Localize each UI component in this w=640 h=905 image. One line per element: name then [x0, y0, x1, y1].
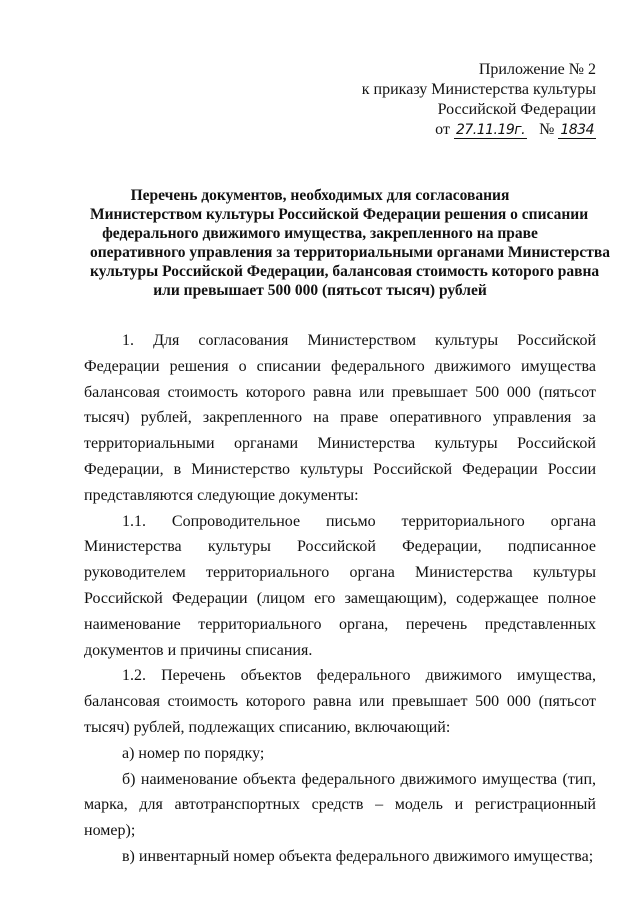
- title-line: федерального движимого имущества, закрепленного на праве: [102, 225, 538, 242]
- paragraph-1-1: 1.1. Сопроводительное письмо территориального органа Министерства культуры Российской Федерации, подписанное руководителем территориального органа Министерства культуры Российской Федерации (лицом его замещающим), содержащее полное наименование территориального органа, перечень представленных документов и причины списания.: [84, 512, 596, 659]
- date-prefix: от: [435, 121, 450, 138]
- paragraph-1: 1. Для согласования Министерством культуры Российской Федерации решения о списании федерального движимого имущества балансовая стоимость которого равна или превышает 500 000 (пятьсот тысяч) рублей, закрепленного на праве оперативного управления за территориальными органами Министерства культуры Российской Федерации, в Министерство культуры Российской Федерации России представляются следующие документы:: [84, 332, 596, 504]
- handwritten-number: 1834: [560, 122, 594, 138]
- document-body: [84, 328, 596, 870]
- title-line: Министерством культуры Российской Федерации решения о списании: [90, 206, 589, 223]
- handwritten-date: 27.11.19г.: [455, 122, 526, 138]
- title-line: Перечень документов, необходимых для согласования: [130, 187, 510, 204]
- list-item-b: б) наименование объекта федерального движимого имущества (тип, марка, для автотранспортных средств – модель и регистрационный номер);: [84, 770, 596, 840]
- list-item-a: а) номер по порядку;: [122, 744, 265, 762]
- title-line: культуры Российской Федерации, балансовая стоимость которого равна: [90, 263, 600, 280]
- appendix-number: Приложение № 2: [478, 61, 596, 78]
- appendix-date-line: [362, 120, 596, 140]
- appendix-ministry: Российской Федерации: [437, 101, 596, 118]
- title-line: или превышает 500 000 (пятьсот тысяч) рублей: [153, 282, 487, 299]
- appendix-header: [362, 60, 596, 140]
- number-prefix: №: [539, 121, 555, 138]
- appendix-order-ref: к приказу Министерства культуры: [361, 81, 596, 98]
- document-title: [90, 186, 610, 300]
- title-line: оперативного управления за территориальными органами Министерства: [90, 244, 610, 261]
- paragraph-1-2: 1.2. Перечень объектов федерального движимого имущества, балансовая стоимость которого равна или превышает 500 000 (пятьсот тысяч) рублей, подлежащих списанию, включающий:: [84, 667, 596, 736]
- list-item-v: в) инвентарный номер объекта федерального движимого имущества;: [122, 847, 594, 865]
